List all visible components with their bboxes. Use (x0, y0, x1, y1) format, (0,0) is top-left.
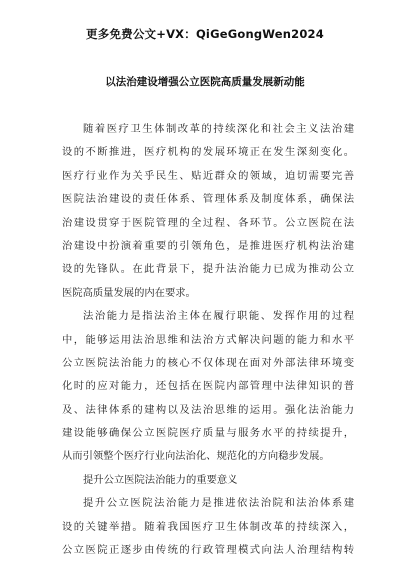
body-line: 建设能够确保公立医院医疗质量与服务水平的持续提升， (62, 427, 354, 440)
body-line: 治建设贯穿于医院管理的全过程、各环节。公立医院在法 (62, 216, 354, 229)
body-line: 公立医院法治能力的核心不仅体现在面对外部法律环境变 (62, 356, 354, 369)
body-line: 治建设中扮演着重要的引领角色，是推进医疗机构法治建 (62, 239, 354, 252)
document-title: 以法治建设增强公立医院高质量发展新动能 (105, 76, 305, 88)
body-line: 及、法律体系的建构以及法治思维的运用。强化法治能力 (62, 403, 354, 416)
body-line: 医疗行业作为关乎民生、贴近群众的领域，迫切需要完善 (62, 169, 354, 182)
document-body (62, 118, 354, 562)
body-line: 设的先锋队。在此背景下，提升法治能力已成为推动公立 (62, 263, 354, 276)
body-line: 法治能力是指法治主体在履行职能、发挥作用的过程 (83, 310, 354, 323)
body-line: 化时的应对能力，还包括在医院内部管理中法律知识的普 (62, 380, 354, 393)
body-line: 中，能够运用法治思维和法治方式解决问题的能力和水平 (62, 333, 354, 346)
body-line: 随着医疗卫生体制改革的持续深化和社会主义法治建 (83, 123, 354, 135)
body-line: 医院高质量发展的内在要求。 (62, 286, 196, 299)
section-heading: 提升公立医院法治能力的重要意义 (83, 473, 238, 486)
body-line: 设的关键举措。随着我国医疗卫生体制改革的持续深入， (62, 520, 354, 533)
header-watermark: 更多免费公文+VX：QiGeGongWen2024 (86, 27, 324, 41)
body-line: 设的不断推进，医疗机构的发展环境正在发生深刻变化。 (62, 146, 354, 159)
body-line: 医院法治建设的责任体系、管理体系及制度体系，确保法 (62, 193, 354, 206)
body-line: 从而引领整个医疗行业向法治化、规范化的方向稳步发展。 (62, 450, 330, 463)
body-line: 公立医院正逐步由传统的行政管理模式向法人治理结构转 (62, 544, 354, 557)
body-line: 提升公立医院法治能力是推进依法治院和法治体系建 (83, 497, 354, 510)
